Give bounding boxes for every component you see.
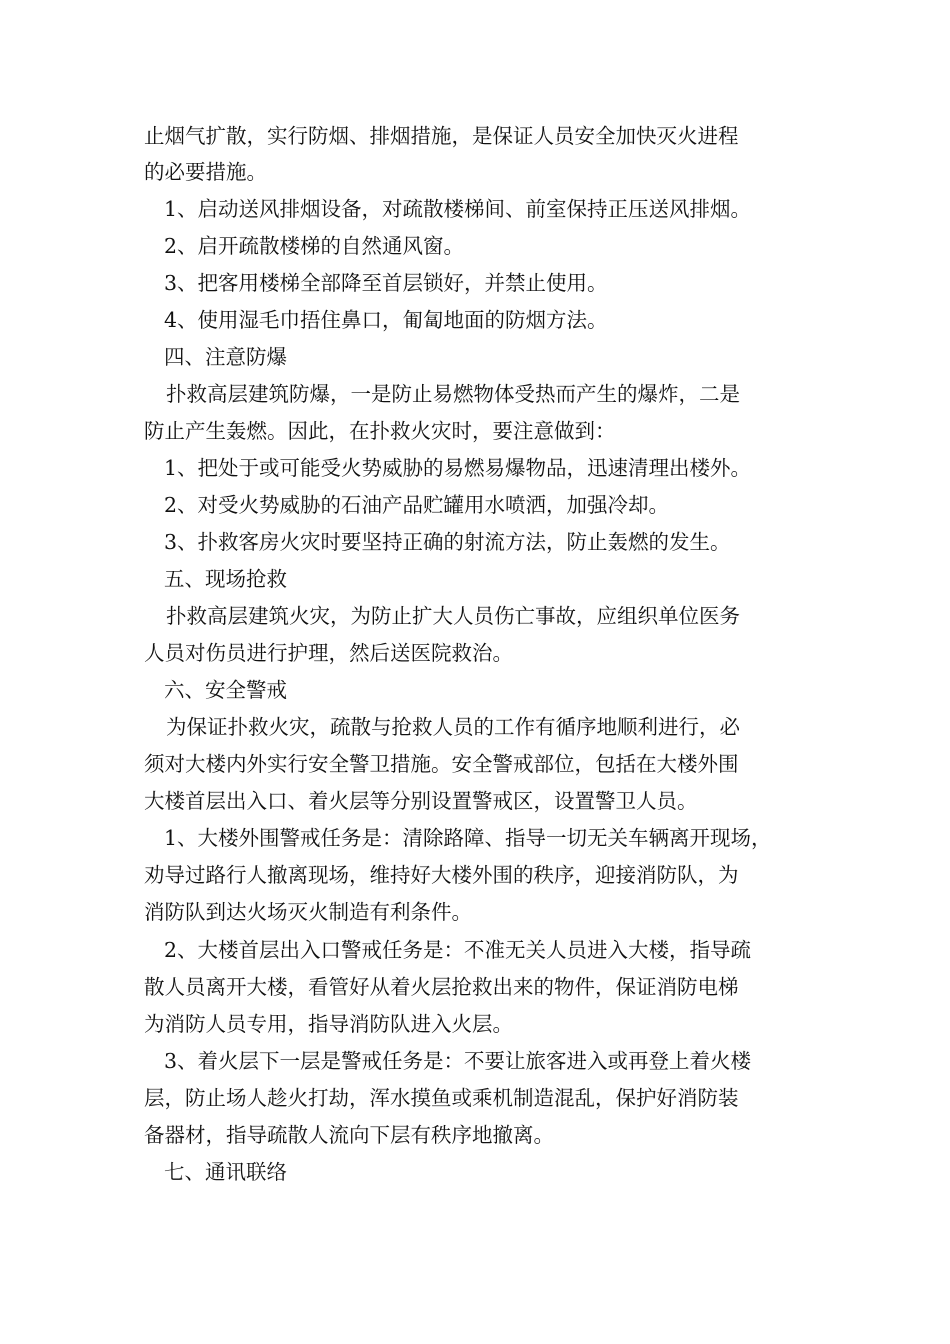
paragraph-line: 散人员离开大楼，看管好从着火层抢救出来的物件，保证消防电梯 xyxy=(144,975,739,999)
section-heading: 五、现场抢救 xyxy=(164,567,287,591)
list-item: 1、把处于或可能受火势威胁的易燃易爆物品，迅速清理出楼外。 xyxy=(164,456,752,480)
section-heading: 六、安全警戒 xyxy=(164,678,287,702)
paragraph-line: 劝导过路行人撤离现场，维持好大楼外围的秩序，迎接消防队，为 xyxy=(144,863,739,887)
paragraph-line: 人员对伤员进行护理，然后送医院救治。 xyxy=(144,641,513,665)
list-item: 1、启动送风排烟设备，对疏散楼梯间、前室保持正压送风排烟。 xyxy=(164,197,752,221)
paragraph-line: 须对大楼内外实行安全警卫措施。安全警戒部位，包括在大楼外围 xyxy=(144,752,739,776)
paragraph-line: 扑救高层建筑防爆，一是防止易燃物体受热而产生的爆炸，二是 xyxy=(166,382,740,406)
list-item: 3、把客用楼梯全部降至首层锁好，并禁止使用。 xyxy=(164,271,608,295)
text-line: 的必要措施。 xyxy=(144,160,267,184)
list-item: 3、着火层下一层是警戒任务是：不要让旅客进入或再登上着火楼 xyxy=(164,1049,752,1073)
paragraph-line: 扑救高层建筑火灾，为防止扩大人员伤亡事故，应组织单位医务 xyxy=(166,604,740,628)
section-heading: 七、通讯联络 xyxy=(164,1160,287,1184)
list-item: 2、启开疏散楼梯的自然通风窗。 xyxy=(164,234,465,258)
list-item: 2、对受火势威胁的石油产品贮罐用水喷洒，加强冷却。 xyxy=(164,493,670,517)
list-item: 3、扑救客房火灾时要坚持正确的射流方法，防止轰燃的发生。 xyxy=(164,530,731,554)
paragraph-line: 为保证扑救火灾，疏散与抢救人员的工作有循序地顺利进行，必 xyxy=(166,715,740,739)
text-line: 止烟气扩散，实行防烟、排烟措施，是保证人员安全加快灭火进程 xyxy=(144,124,739,148)
list-item: 4、使用湿毛巾捂住鼻口，匍匐地面的防烟方法。 xyxy=(164,308,608,332)
paragraph-line: 层，防止场人趁火打劫，浑水摸鱼或乘机制造混乱，保护好消防装 xyxy=(144,1086,739,1110)
paragraph-line: 消防队到达火场灭火制造有利条件。 xyxy=(144,900,472,924)
list-item: 1、大楼外围警戒任务是：清除路障、指导一切无关车辆离开现场， xyxy=(164,826,772,850)
section-heading: 四、注意防爆 xyxy=(164,345,287,369)
paragraph-line: 备器材，指导疏散人流向下层有秩序地撤离。 xyxy=(144,1123,554,1147)
list-item: 2、大楼首层出入口警戒任务是：不准无关人员进入大楼，指导疏 xyxy=(164,938,752,962)
paragraph-line: 为消防人员专用，指导消防队进入火层。 xyxy=(144,1012,513,1036)
paragraph-line: 大楼首层出入口、着火层等分别设置警戒区，设置警卫人员。 xyxy=(144,789,698,813)
paragraph-line: 防止产生轰燃。因此，在扑救火灾时，要注意做到： xyxy=(144,419,616,443)
